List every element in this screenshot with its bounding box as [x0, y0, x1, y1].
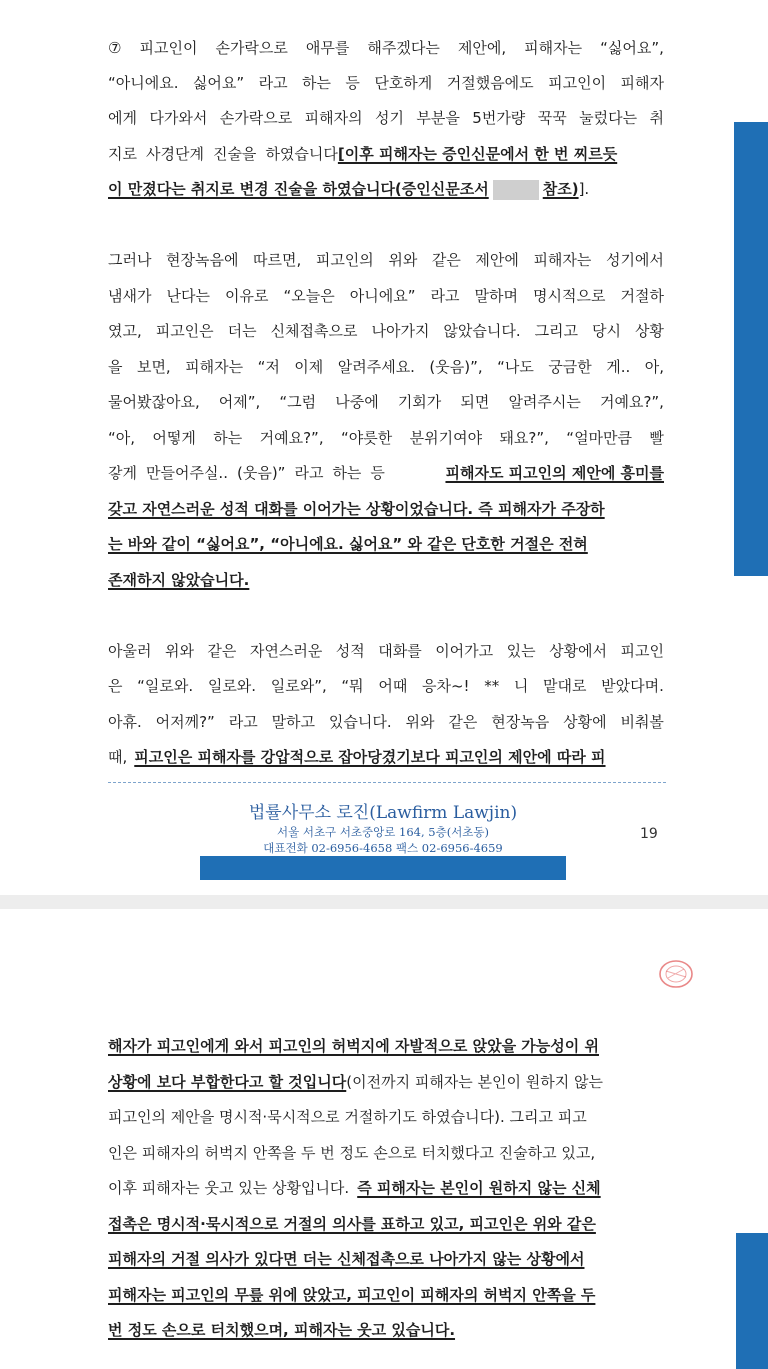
- law-firm-address: 서울 서초구 서초중앙로 164, 5층(서초동): [276, 825, 490, 839]
- word: “나도: [497, 358, 534, 376]
- word: **: [484, 677, 500, 695]
- text-line: [108, 251, 664, 269]
- text-line: [108, 1073, 664, 1091]
- word: 성기에서: [605, 251, 664, 269]
- word: 말하며: [474, 287, 518, 305]
- word: 피해자: [620, 74, 664, 92]
- word: 라고: [258, 74, 288, 92]
- text-line: [108, 287, 664, 305]
- word: 일로와”,: [270, 677, 327, 695]
- word: 싫어요”: [192, 74, 245, 92]
- word: 대화를: [378, 642, 422, 660]
- word: 같은: [207, 642, 237, 660]
- text-line: [108, 1037, 664, 1055]
- text-line: [108, 74, 664, 92]
- word: 상황에서: [549, 642, 608, 660]
- word: 위와: [388, 251, 418, 269]
- word: 피해자의: [304, 109, 363, 127]
- text-line: [108, 1215, 664, 1233]
- word: 만들어주실..: [145, 464, 228, 482]
- word: 어떻게: [152, 429, 196, 447]
- word: 손가락으로: [215, 39, 288, 57]
- word: 게..: [606, 358, 631, 376]
- seal-stamp: [652, 952, 704, 998]
- word: 지로: [108, 145, 137, 163]
- word: 였고,: [108, 322, 142, 340]
- word: 단호하게: [374, 74, 433, 92]
- word: 명시적으로: [533, 287, 606, 305]
- word: 라고: [430, 287, 460, 305]
- word: 현장녹음에: [166, 251, 239, 269]
- bold-underline-text: 해자가 피고인에게 와서 피고인의 허벅지에 자발적으로 앉았을 가능성이 위: [108, 1037, 599, 1055]
- word: 같은: [448, 713, 478, 731]
- text-line: [108, 39, 664, 57]
- text-line: [108, 464, 664, 482]
- word: “저: [257, 358, 280, 376]
- word: 나중에: [335, 393, 379, 411]
- text-fragment: ].: [578, 180, 590, 198]
- word: ⑦: [108, 39, 122, 57]
- word: “아,: [108, 429, 136, 447]
- word: 당시: [592, 322, 621, 340]
- word: 현장녹음: [491, 713, 550, 731]
- text-fragment: 이후 피해자는 웃고 있는 상황입니다.: [108, 1179, 350, 1197]
- word: 궁금한: [548, 358, 592, 376]
- word: 맡대로: [543, 677, 587, 695]
- word: 진술을: [212, 145, 257, 163]
- word: 분위기여야: [409, 429, 483, 447]
- text-line: [108, 748, 664, 766]
- word: 이어가고: [435, 642, 494, 660]
- word: 어저께?”: [155, 713, 215, 731]
- word: 있는: [506, 642, 536, 660]
- page-gap: [0, 895, 768, 909]
- word: 빨: [649, 429, 664, 447]
- bold-underline-text: 즉 피해자는 본인이 원하지 않는 신체: [357, 1179, 601, 1197]
- word: 응차~!: [421, 677, 470, 695]
- right-margin-bar: [736, 1233, 768, 1369]
- text-line: [108, 1321, 664, 1339]
- text-line: [108, 109, 664, 127]
- word: 알려주시는: [508, 393, 581, 411]
- word: 냄새가: [108, 287, 152, 305]
- bold-underline-text: 번 정도 손으로 터치했으며, 피해자는 웃고 있습니다.: [108, 1321, 456, 1339]
- text-line: [108, 429, 664, 447]
- law-firm-phone: 대표전화 02-6956-4658 팩스 02-6956-4659: [263, 841, 503, 855]
- bold-underline-text: [이후 피해자는 증인신문에서 한 번 찌르듯: [337, 145, 618, 163]
- word: 일로와.: [207, 677, 257, 695]
- bold-underline-text: 존재하지 않았습니다.: [108, 571, 250, 589]
- word: 같은: [431, 251, 461, 269]
- word: 5번가량: [472, 109, 526, 127]
- text-line: [108, 677, 664, 695]
- text-line: [108, 642, 664, 660]
- word: 말하고: [271, 713, 316, 731]
- word: 보면,: [136, 358, 171, 376]
- word: 등: [345, 74, 360, 92]
- word: 거절하: [620, 287, 664, 305]
- text-line: [108, 1179, 664, 1197]
- bold-underline-text: 참조): [542, 180, 579, 198]
- bold-underline-text: 피고인은 피해자를 강압적으로 잡아당겼기보다 피고인의 제안에 따라 피: [134, 748, 606, 766]
- text-line: [108, 358, 664, 376]
- text-line: [108, 1108, 664, 1126]
- word: 자연스러운: [249, 642, 323, 660]
- text-fragment: 인은 피해자의 허벅지 안쪽을 두 번 정도 손으로 터치했다고 진술하고 있고,: [108, 1144, 596, 1162]
- word: “아니에요.: [108, 74, 179, 92]
- word: 거절했음에도: [446, 74, 534, 92]
- word: (웃음)”,: [429, 358, 483, 376]
- word: 받았다며.: [601, 677, 664, 695]
- word: 돼요?”,: [499, 429, 549, 447]
- bold-underline-text: 피해자는 피고인의 무릎 위에 앉았고, 피고인이 피해자의 허벅지 안쪽을 두: [108, 1286, 596, 1304]
- text-line: [108, 713, 664, 731]
- word: 부분을: [416, 109, 460, 127]
- word: 피해자는: [185, 358, 244, 376]
- word: 등: [370, 464, 385, 482]
- word: 이유로: [225, 287, 269, 305]
- word: 피고인은: [155, 322, 214, 340]
- word: 피고인: [620, 642, 664, 660]
- text-line: [108, 322, 664, 340]
- word: 아휴.: [108, 713, 142, 731]
- word: 아,: [644, 358, 664, 376]
- word: “뭐: [341, 677, 364, 695]
- word: “그럼: [279, 393, 317, 411]
- footer-bar: [200, 856, 566, 880]
- word: 라고: [294, 464, 324, 482]
- word: 거예요?”,: [259, 429, 324, 447]
- word: “일로와.: [137, 677, 194, 695]
- word: 성적: [335, 642, 365, 660]
- word: 해주겠다는: [367, 39, 440, 57]
- word: 애무를: [305, 39, 350, 57]
- word: 하는: [213, 429, 243, 447]
- word: 위와: [405, 713, 435, 731]
- word: 다가와서: [149, 109, 208, 127]
- text-fragment: (이전까지 피해자는 본인이 원하지 않는: [346, 1073, 604, 1091]
- bold-underline-text: 피해자의 거절 의사가 있다면 더는 신체접촉으로 나아가지 않는 상황에서: [108, 1250, 585, 1268]
- word: 있습니다.: [328, 713, 392, 731]
- word: 때,: [108, 748, 128, 766]
- word: 나아가지: [371, 322, 430, 340]
- bold-underline-text: 갖고 자연스러운 성적 대화를 이어가는 상황이었습니다. 즉 피해자가 주장하: [108, 500, 605, 518]
- bold-underline-text: 피해자도 피고인의 제안에 흥미를: [445, 464, 664, 482]
- word: 난다는: [166, 287, 210, 305]
- word: 꾹꾹: [537, 109, 567, 127]
- word: 이제: [294, 358, 324, 376]
- word: 기회가: [397, 393, 442, 411]
- word: “야릇한: [340, 429, 393, 447]
- word: 니: [513, 677, 529, 695]
- word: 피고인의: [315, 251, 374, 269]
- word: 에게: [108, 109, 137, 127]
- word: 신체접촉으로: [270, 322, 358, 340]
- word: “싫어요”,: [600, 39, 664, 57]
- word: 제안에,: [457, 39, 507, 57]
- word: 비춰볼: [620, 713, 664, 731]
- text-line: [108, 145, 664, 163]
- word: 사경단계: [145, 145, 204, 163]
- word: 아니에요”: [349, 287, 416, 305]
- word: 어제”,: [218, 393, 261, 411]
- word: 위와: [164, 642, 194, 660]
- text-line: [108, 1144, 664, 1162]
- text-fragment: 피고인의 제안을 명시적·묵시적으로 거절하기도 하였습니다). 그리고 피고: [108, 1108, 587, 1126]
- word: 피고인이: [139, 39, 198, 57]
- text-line: [108, 180, 664, 200]
- word: 따르면,: [253, 251, 302, 269]
- text-line: [108, 500, 664, 518]
- word: 라고: [228, 713, 258, 731]
- word: 손가락으로: [219, 109, 293, 127]
- word: 더는: [227, 322, 257, 340]
- word: 갛게: [108, 464, 137, 482]
- word: 알려주세요.: [337, 358, 415, 376]
- word: 물어봤잖아요,: [108, 393, 200, 411]
- word: 어때: [378, 677, 408, 695]
- page-number: 19: [640, 826, 658, 842]
- bold-underline-text: 이 만졌다는 취지로 변경 진술을 하였습니다(증인신문조서: [108, 180, 489, 198]
- text-line: [108, 1250, 664, 1268]
- text-line: [108, 1286, 664, 1304]
- word: 은: [108, 677, 123, 695]
- word: 그러나: [108, 251, 152, 269]
- word: 성기: [375, 109, 404, 127]
- word: 하는: [332, 464, 362, 482]
- bold-underline-text: 상황에 보다 부합한다고 할 것입니다: [108, 1073, 347, 1091]
- text-line: [108, 571, 664, 589]
- word: 피해자는: [533, 251, 592, 269]
- redaction-box: [493, 180, 539, 200]
- footer-divider: [108, 782, 666, 783]
- word: 아울러: [108, 642, 152, 660]
- word: 상황: [634, 322, 664, 340]
- word: (웃음)”: [236, 464, 286, 482]
- word: 거예요?”,: [599, 393, 664, 411]
- word: 하였습니다: [265, 145, 338, 163]
- text-line: [108, 393, 664, 411]
- text-line: [108, 535, 664, 553]
- word: 되면: [460, 393, 490, 411]
- word: 피고인이: [548, 74, 607, 92]
- law-firm-name: 법률사무소 로진(Lawfirm Lawjin): [248, 803, 518, 823]
- word: 눌렀다는: [579, 109, 638, 127]
- word: 상황에: [563, 713, 607, 731]
- document-page-20: [0, 909, 768, 1369]
- word: “오늘은: [283, 287, 335, 305]
- word: 을: [108, 358, 123, 376]
- word: “얼마만큼: [566, 429, 633, 447]
- word: 취: [649, 109, 664, 127]
- bold-underline-text: 는 바와 같이 “싫어요”, “아니에요. 싫어요” 와 같은 단호한 거절은 전혀: [108, 535, 588, 553]
- word: 제안에: [475, 251, 519, 269]
- word: 않았습니다.: [443, 322, 521, 340]
- bold-underline-text: 접촉은 명시적·묵시적으로 거절의 의사를 표하고 있고, 피고인은 위와 같은: [108, 1215, 596, 1233]
- word: 그리고: [534, 322, 579, 340]
- right-margin-bar: [734, 122, 768, 576]
- word: 하는: [302, 74, 331, 92]
- word: 피해자는: [524, 39, 583, 57]
